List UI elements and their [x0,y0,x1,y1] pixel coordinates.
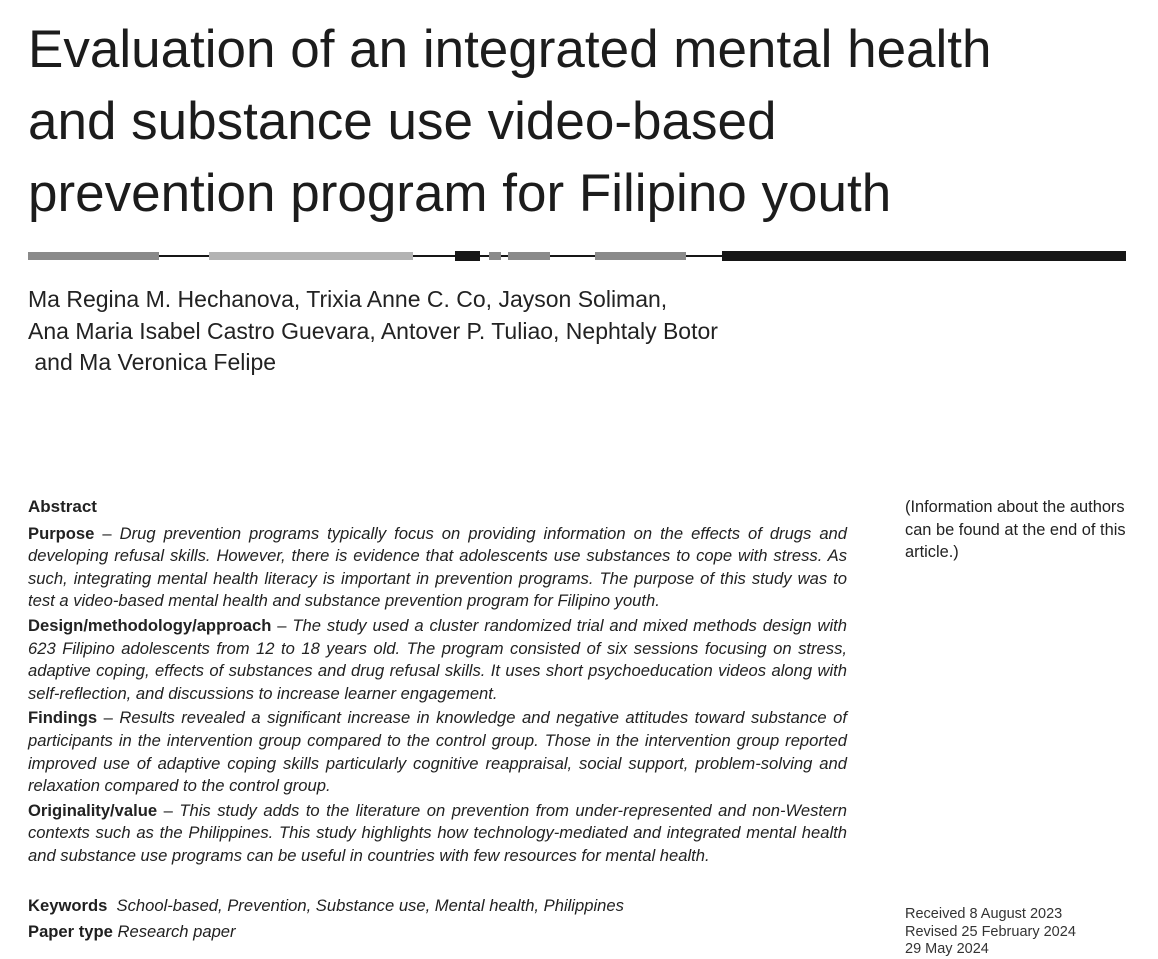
abstract-section-separator: – [271,615,293,635]
abstract-section-text: This study adds to the literature on prevention from under-represented and non-Western contexts such as the Philippines. This study highlights how technology-mediated and integrated mental health and substance use programs can be useful in countries with few resources for mental health. [28,800,848,865]
decorative-title-rule [28,250,1126,262]
paper-type-label: Paper type [28,922,113,941]
abstract-section-label: Originality/value [28,800,158,820]
abstract-section-originality [28,800,847,868]
author-info-note: (Information about the authors can be found at the end of this article.) [905,498,1126,561]
abstract-section-separator: – [94,523,120,543]
revised-date: Revised 25 February 2024 [905,923,1076,940]
paper-type-value: Research paper [117,922,236,941]
received-date: Received 8 August 2023 [905,906,1063,922]
article-title [28,14,1138,230]
rule-segment [550,255,595,257]
keywords-label: Keywords [28,896,108,915]
author-line: and Ma Veronica Felipe [28,349,277,375]
abstract-block [28,496,847,870]
rule-segment [28,252,159,260]
rule-segment [480,255,489,257]
rule-segment [489,252,501,260]
abstract-section-findings [28,707,847,797]
rule-segment [686,255,722,257]
keywords-line [28,895,624,917]
abstract-section-separator: – [157,800,180,820]
article-title-line: prevention program for Filipino youth [28,164,892,223]
article-dates [905,906,1076,959]
abstract-section-separator: – [97,708,120,728]
author-line: Ana Maria Isabel Castro Guevara, Antover P. Tuliao, Nephtaly Botor [28,317,718,344]
paper-type-line [28,921,236,943]
abstract-section-design [28,615,847,705]
rule-segment [722,251,1126,261]
rule-segment [455,251,480,261]
abstract-section-purpose [28,523,847,613]
abstract-section-text: The study used a cluster randomized trial and mixed methods design with 623 Filipino adolescents from 12 to 18 years old. The program consisted of six sessions focusing on stress, adaptive coping, effects of substances and drug refusal skills. It uses short psychoeducation videos along with self-reflection, and discussions to increase learner engagement. [28,615,847,703]
abstract-section-label: Design/methodology/approach [28,615,272,635]
abstract-section-text: Drug prevention programs typically focus on providing information on the effects of drugs and developing refusal skills. However, there is evidence that adolescents use substances to cope with stress. As such, integrating mental health literacy is important in prevention programs. The purpose of this study was to test a video-based mental health and substance prevention program for Filipino youth. [28,523,848,611]
rule-segment [209,252,413,260]
author-line: Ma Regina M. Hechanova, Trixia Anne C. Co, Jayson Soliman, [28,286,668,312]
article-title-line: Evaluation of an integrated mental health [28,20,992,79]
abstract-section-label: Findings [28,708,98,728]
abstract-section-text: Results revealed a significant increase in knowledge and negative attitudes toward substance of participants in the intervention group compared to the control group. Those in the intervention group reported improved use of adaptive coping skills particularly cognitive reappraisal, social support, problem-solving and relaxation compared to the control group. [28,708,847,796]
rule-segment [501,255,508,257]
abstract-heading: Abstract [28,497,97,516]
rule-segment [508,252,550,260]
rule-segment [595,252,686,260]
rule-segment [413,255,455,257]
abstract-section-label: Purpose [28,523,95,543]
rule-segment [159,255,209,257]
article-title-line: and substance use video-based [28,92,777,151]
author-list [28,284,718,379]
revised-date-2: 29 May 2024 [905,941,989,957]
keywords-value: School-based, Prevention, Substance use, Mental health, Philippines [116,896,624,915]
